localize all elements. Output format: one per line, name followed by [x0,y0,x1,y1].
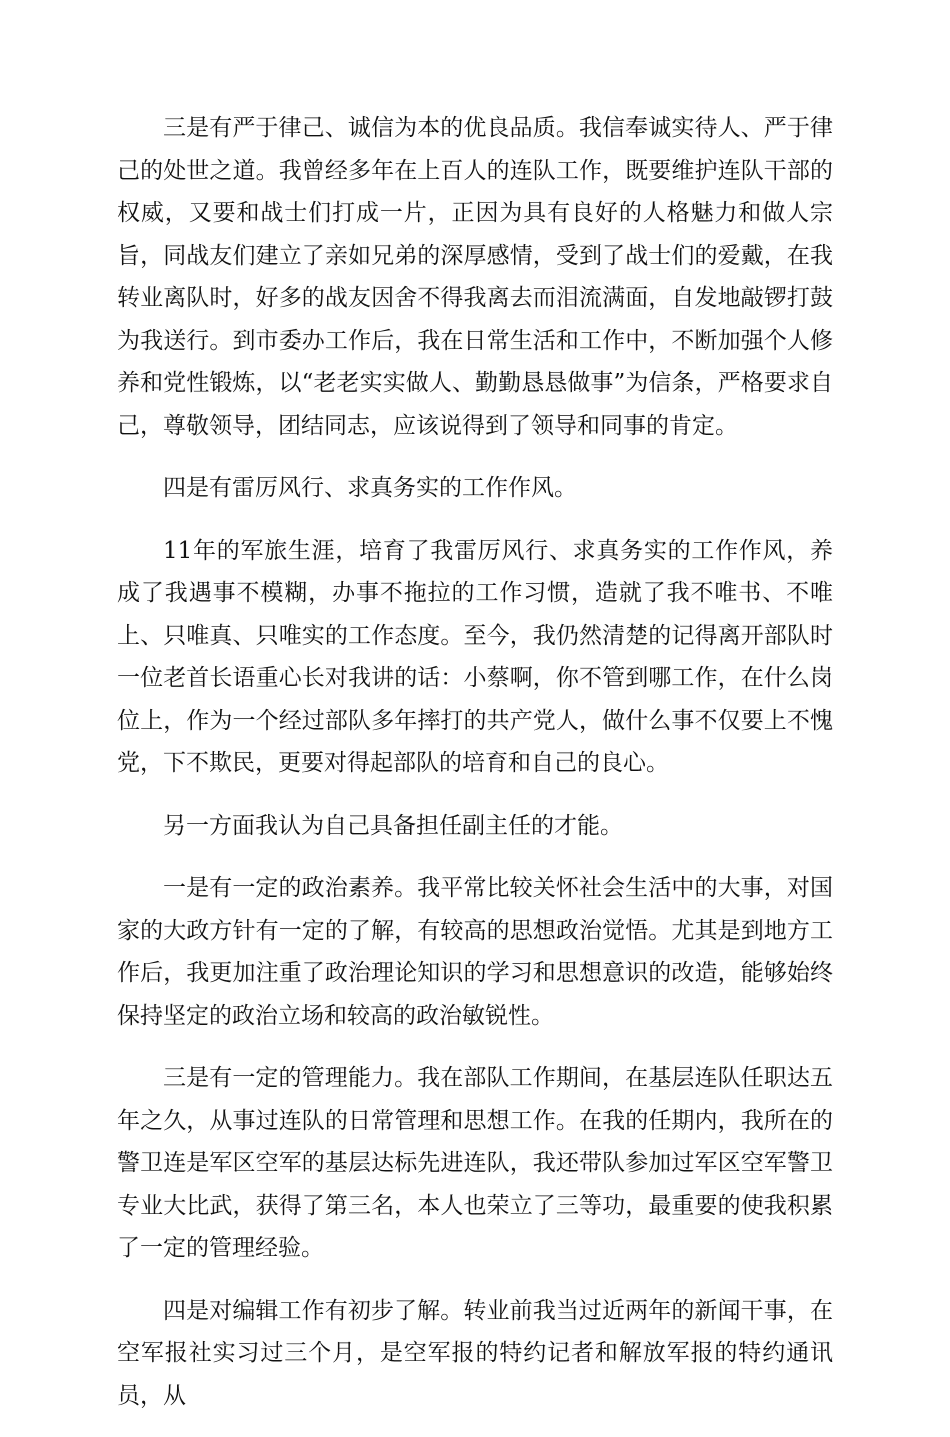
document-body [117,107,833,1437]
paragraph-work-style-heading: 四是有雷厉风行、求真务实的工作作风。 [163,475,577,501]
paragraph-ability-intro: 另一方面我认为自己具备担任副主任的才能。 [163,812,623,839]
paragraph-editing-experience: 四是对编辑工作有初步了解。转业前我当过近两年的新闻干事，在空军报社实习过三个月，是空军报的特约记者和解放军报的特约通讯员，从 [117,1297,833,1409]
paragraph-integrity: 三是有严于律己、诚信为本的优良品质。我信奉诚实待人、严于律己的处世之道。我曾经多年在上百人的连队工作，既要维护连队干部的权威，又要和战士们打成一片，正因为具有良好的人格魅力和做人宗旨，同战友们建立了亲如兄弟的深厚感情，受到了战士们的爱戴，在我转业离队时，好多的战友因舍不得我离去而泪流满面，自发地敲锣打鼓为我送行。到市委办工作后，我在日常生活和工作中，不断加强个人修养和党性锻炼，以“老老实实做人、勤勤恳恳做事”为信条，严格要求自己，尊敬领导，团结同志，应该说得到了领导和同事的肯定。 [117,115,833,439]
paragraph-management-ability: 三是有一定的管理能力。我在部队工作期间，在基层连队任职达五年之久，从事过连队的日常管理和思想工作。在我的任期内，我所在的警卫连是军区空军的基层达标先进连队，我还带队参加过军区空军警卫专业大比武，获得了第三名，本人也荣立了三等功，最重要的使我积累了一定的管理经验。 [117,1065,833,1261]
paragraph-political-literacy: 一是有一定的政治素养。我平常比较关怀社会生活中的大事，对国家的大政方针有一定的了解，有较高的思想政治觉悟。尤其是到地方工作后，我更加注重了政治理论知识的学习和思想意识的改造，能够始终保持坚定的政治立场和较高的政治敏锐性。 [117,875,833,1029]
paragraph-military-career: 11年的军旅生涯，培育了我雷厉风行、求真务实的工作作风，养成了我遇事不模糊，办事不拖拉的工作习惯，造就了我不唯书、不唯上、只唯真、只唯实的工作态度。至今，我仍然清楚的记得离开部队时一位老首长语重心长对我讲的话：小蔡啊，你不管到哪工作，在什么岗位上，作为一个经过部队多年摔打的共产党人，做什么事不仅要上不愧党，下不欺民，更要对得起部队的培育和自己的良心。 [117,537,833,776]
